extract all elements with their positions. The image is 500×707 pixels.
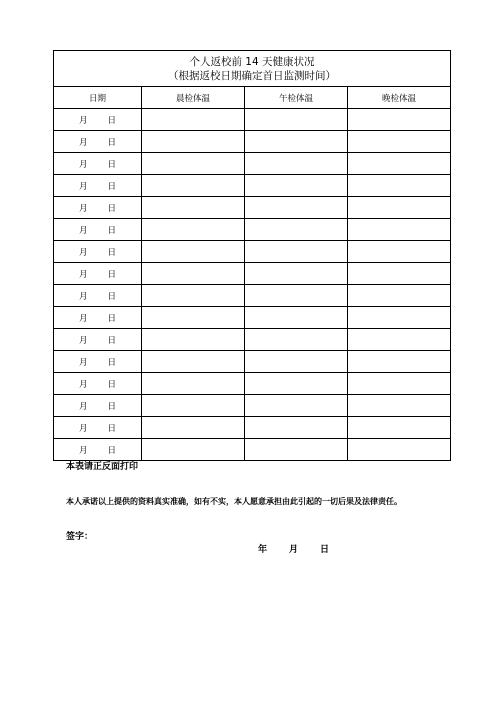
month-text: 月 [78, 379, 88, 390]
pledge-text: 本人承诺以上提供的资料真实准确，如有不实，本人愿意承担由此引起的一切后果及法律责任。 [66, 497, 402, 506]
morning-temp-cell[interactable] [142, 373, 245, 395]
col-header-date: 日期 [54, 87, 142, 109]
date-cell [54, 175, 142, 197]
evening-temp-cell[interactable] [348, 153, 451, 175]
noon-temp-cell[interactable] [245, 175, 348, 197]
morning-temp-cell[interactable] [142, 131, 245, 153]
table-row [54, 197, 451, 219]
evening-temp-cell[interactable] [348, 109, 451, 131]
day-text: 日 [107, 203, 117, 214]
morning-temp-cell[interactable] [142, 351, 245, 373]
month-text: 月 [78, 423, 88, 434]
table-row [54, 175, 451, 197]
month-text: 月 [78, 401, 88, 412]
date-line [258, 542, 329, 555]
table-row [54, 285, 451, 307]
evening-temp-cell[interactable] [348, 329, 451, 351]
health-form [53, 50, 450, 461]
day-text: 日 [107, 379, 117, 390]
evening-temp-cell[interactable] [348, 263, 451, 285]
date-cell [54, 153, 142, 175]
table-row [54, 131, 451, 153]
day-text: 日 [107, 423, 117, 434]
morning-temp-cell[interactable] [142, 307, 245, 329]
evening-temp-cell[interactable] [348, 439, 451, 461]
date-cell [54, 417, 142, 439]
health-table [53, 50, 451, 461]
morning-temp-cell[interactable] [142, 263, 245, 285]
month-text: 月 [78, 357, 88, 368]
date-cell [54, 329, 142, 351]
morning-temp-cell[interactable] [142, 175, 245, 197]
title-line-1: 个人返校前 14 天健康状况 [189, 55, 315, 68]
morning-temp-cell[interactable] [142, 241, 245, 263]
table-row [54, 417, 451, 439]
month-text: 月 [78, 335, 88, 346]
table-row [54, 241, 451, 263]
noon-temp-cell[interactable] [245, 395, 348, 417]
date-cell [54, 285, 142, 307]
table-row [54, 439, 451, 461]
morning-temp-cell[interactable] [142, 417, 245, 439]
noon-temp-cell[interactable] [245, 285, 348, 307]
morning-temp-cell[interactable] [142, 197, 245, 219]
morning-temp-cell[interactable] [142, 395, 245, 417]
month-text: 月 [78, 159, 88, 170]
noon-temp-cell[interactable] [245, 197, 348, 219]
day-text: 日 [107, 335, 117, 346]
col-header-morning-temp: 晨检体温 [142, 87, 245, 109]
noon-temp-cell[interactable] [245, 109, 348, 131]
noon-temp-cell[interactable] [245, 241, 348, 263]
month-text: 月 [78, 181, 88, 192]
date-cell [54, 351, 142, 373]
date-cell [54, 307, 142, 329]
print-note: 本表请正反面打印 [66, 462, 139, 472]
month-text: 月 [78, 137, 88, 148]
year-label: 年 [258, 545, 268, 555]
morning-temp-cell[interactable] [142, 285, 245, 307]
morning-temp-cell[interactable] [142, 153, 245, 175]
evening-temp-cell[interactable] [348, 373, 451, 395]
day-text: 日 [107, 181, 117, 192]
table-row [54, 329, 451, 351]
evening-temp-cell[interactable] [348, 175, 451, 197]
table-row [54, 395, 451, 417]
date-cell [54, 395, 142, 417]
evening-temp-cell[interactable] [348, 395, 451, 417]
noon-temp-cell[interactable] [245, 153, 348, 175]
day-text: 日 [107, 445, 117, 456]
evening-temp-cell[interactable] [348, 197, 451, 219]
evening-temp-cell[interactable] [348, 417, 451, 439]
month-text: 月 [78, 247, 88, 258]
day-text: 日 [107, 313, 117, 324]
evening-temp-cell[interactable] [348, 307, 451, 329]
morning-temp-cell[interactable] [142, 109, 245, 131]
month-text: 月 [78, 313, 88, 324]
month-label: 月 [289, 545, 299, 555]
month-text: 月 [78, 115, 88, 126]
morning-temp-cell[interactable] [142, 439, 245, 461]
table-row [54, 109, 451, 131]
col-header-noon-temp: 午检体温 [245, 87, 348, 109]
evening-temp-cell[interactable] [348, 241, 451, 263]
table-row [54, 219, 451, 241]
noon-temp-cell[interactable] [245, 439, 348, 461]
day-label: 日 [320, 545, 330, 555]
table-row [54, 351, 451, 373]
day-text: 日 [107, 247, 117, 258]
signature-label: 签字： [66, 532, 94, 542]
table-row [54, 307, 451, 329]
date-cell [54, 219, 142, 241]
date-cell [54, 373, 142, 395]
noon-temp-cell[interactable] [245, 329, 348, 351]
noon-temp-cell[interactable] [245, 219, 348, 241]
table-title [54, 51, 451, 87]
noon-temp-cell[interactable] [245, 417, 348, 439]
noon-temp-cell[interactable] [245, 263, 348, 285]
evening-temp-cell[interactable] [348, 351, 451, 373]
date-cell [54, 131, 142, 153]
month-text: 月 [78, 291, 88, 302]
day-text: 日 [107, 137, 117, 148]
title-line-2: （根据返校日期确定首日监测时间） [168, 69, 336, 82]
table-row [54, 373, 451, 395]
day-text: 日 [107, 159, 117, 170]
header-row [54, 87, 451, 109]
table-row [54, 153, 451, 175]
morning-temp-cell[interactable] [142, 219, 245, 241]
day-text: 日 [107, 225, 117, 236]
day-text: 日 [107, 115, 117, 126]
table-row [54, 263, 451, 285]
month-text: 月 [78, 203, 88, 214]
month-text: 月 [78, 269, 88, 280]
noon-temp-cell[interactable] [245, 351, 348, 373]
evening-temp-cell[interactable] [348, 285, 451, 307]
evening-temp-cell[interactable] [348, 131, 451, 153]
morning-temp-cell[interactable] [142, 329, 245, 351]
evening-temp-cell[interactable] [348, 219, 451, 241]
noon-temp-cell[interactable] [245, 307, 348, 329]
noon-temp-cell[interactable] [245, 373, 348, 395]
date-cell [54, 109, 142, 131]
date-cell [54, 197, 142, 219]
day-text: 日 [107, 291, 117, 302]
day-text: 日 [107, 269, 117, 280]
date-cell [54, 263, 142, 285]
month-text: 月 [78, 445, 88, 456]
date-cell [54, 439, 142, 461]
month-text: 月 [78, 225, 88, 236]
day-text: 日 [107, 401, 117, 412]
noon-temp-cell[interactable] [245, 131, 348, 153]
col-header-evening-temp: 晚检体温 [348, 87, 451, 109]
date-cell [54, 241, 142, 263]
day-text: 日 [107, 357, 117, 368]
